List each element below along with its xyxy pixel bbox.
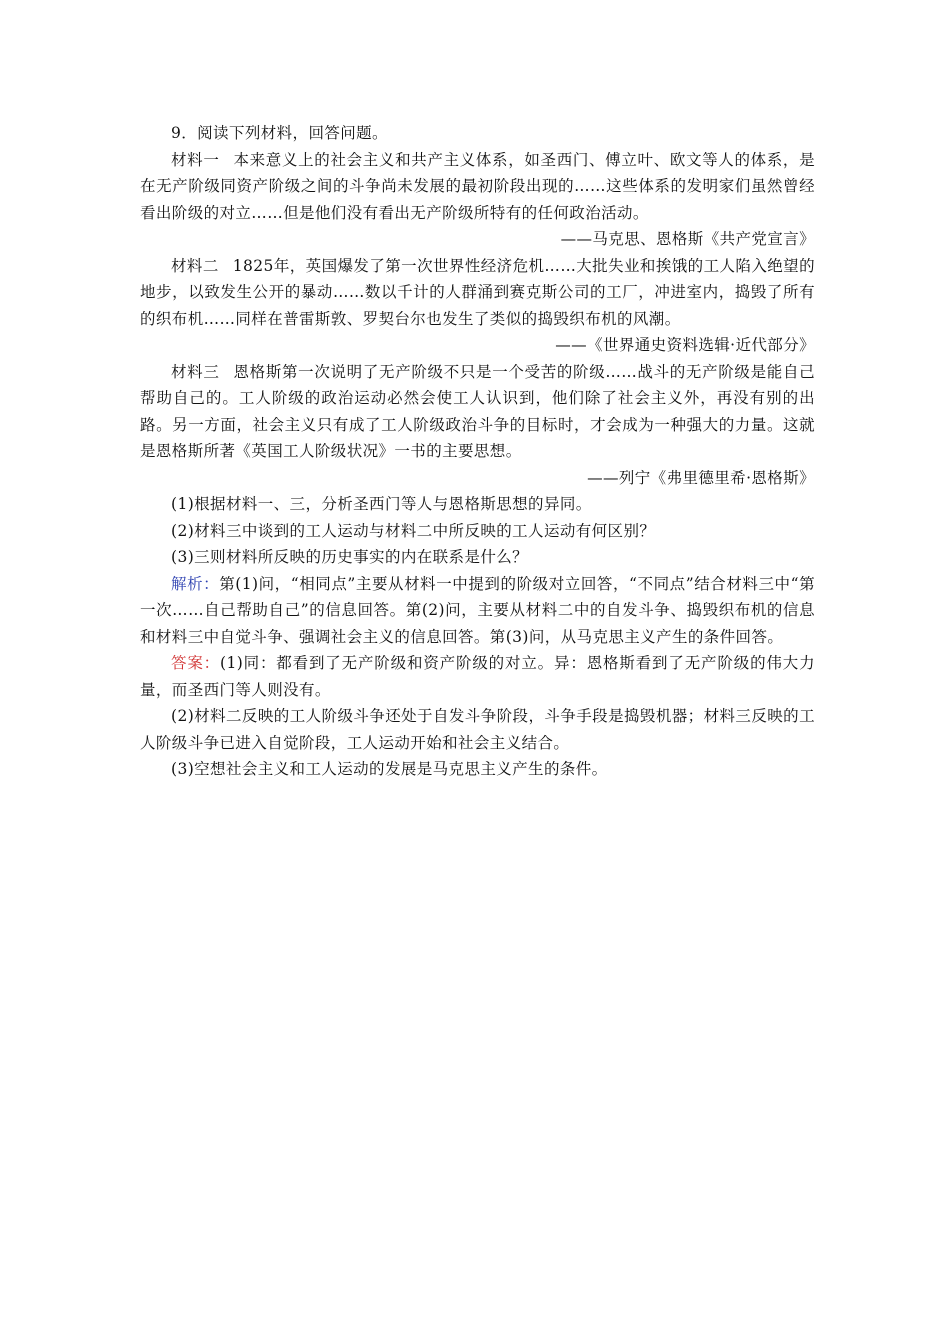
material-2 [140,253,815,333]
material-2-label: 材料二 [171,256,219,275]
answer-3: (3)空想社会主义和工人运动的发展是马克思主义产生的条件。 [171,760,608,778]
answer-1 [140,650,815,703]
answer-1-text: (1)同：都看到了无产阶级和资产阶级的对立。异：恩格斯看到了无产阶级的伟大力量，而圣西门等人则没有。 [140,654,815,699]
analysis-label: 解析： [171,574,220,593]
analysis-text: 第(1)问，“相同点”主要从材料一中提到的阶级对立回答，“不同点”结合材料三中“第一次……自己帮助自己”的信息回答。第(2)问，主要从材料二中的自发斗争、捣毁织布机的信息和材料三中自觉斗争、强调社会主义的信息回答。第(3)问，从马克思主义产生的条件回答。 [140,574,815,646]
material-3 [140,359,815,465]
answer-2: (2)材料二反映的工人阶级斗争还处于自发斗争阶段，斗争手段是捣毁机器；材料三反映的工人阶级斗争已进入自觉阶段，工人运动开始和社会主义结合。 [140,707,815,752]
sub-question-3: (3)三则材料所反映的历史事实的内在联系是什么？ [171,548,529,566]
material-2-text: 1825年，英国爆发了第一次世界性经济危机……大批失业和挨饿的工人陷入绝望的地步，以致发生公开的暴动……数以千计的人群涌到赛克斯公司的工厂，冲进室内，捣毁了所有的织布机……同样在普雷斯敦、罗契台尔也发生了类似的捣毁织布机的风潮。 [140,256,816,328]
material-2-source: ——《世界通史资料选辑·近代部分》 [555,336,815,354]
sub-question-2: (2)材料三中谈到的工人运动与材料二中所反映的工人运动有何区别？ [171,521,656,540]
material-3-source: ——列宁《弗里德里希·恩格斯》 [587,468,815,487]
answer-label: 答案： [171,654,221,672]
analysis [140,571,815,651]
sub-question-1: (1)根据材料一、三，分析圣西门等人与恩格斯思想的异同。 [171,495,592,513]
material-1-source: ——马克思、恩格斯《共产党宣言》 [560,230,815,248]
material-1 [140,147,815,227]
material-3-label: 材料三 [171,362,220,381]
material-1-text: 本来意义上的社会主义和共产主义体系，如圣西门、傅立叶、欧文等人的体系，是在无产阶级同资产阶级之间的斗争尚未发展的最初阶段出现的……这些体系的发明家们虽然曾经看出阶级的对立……但是他们没有看出无产阶级所特有的任何政治活动。 [140,150,815,222]
material-1-label: 材料一 [171,150,220,169]
material-3-text: 恩格斯第一次说明了无产阶级不只是一个受苦的阶级……战斗的无产阶级是能自己帮助自己的。工人阶级的政治运动必然会使工人认识到，他们除了社会主义外，再没有别的出路。另一方面，社会主义只有成了工人阶级政治斗争的目标时，才会成为一种强大的力量。这就是恩格斯所著《英国工人阶级状况》一书的主要思想。 [140,362,816,460]
question-title: 9．阅读下列材料，回答问题。 [171,124,388,142]
document-page [140,120,815,783]
